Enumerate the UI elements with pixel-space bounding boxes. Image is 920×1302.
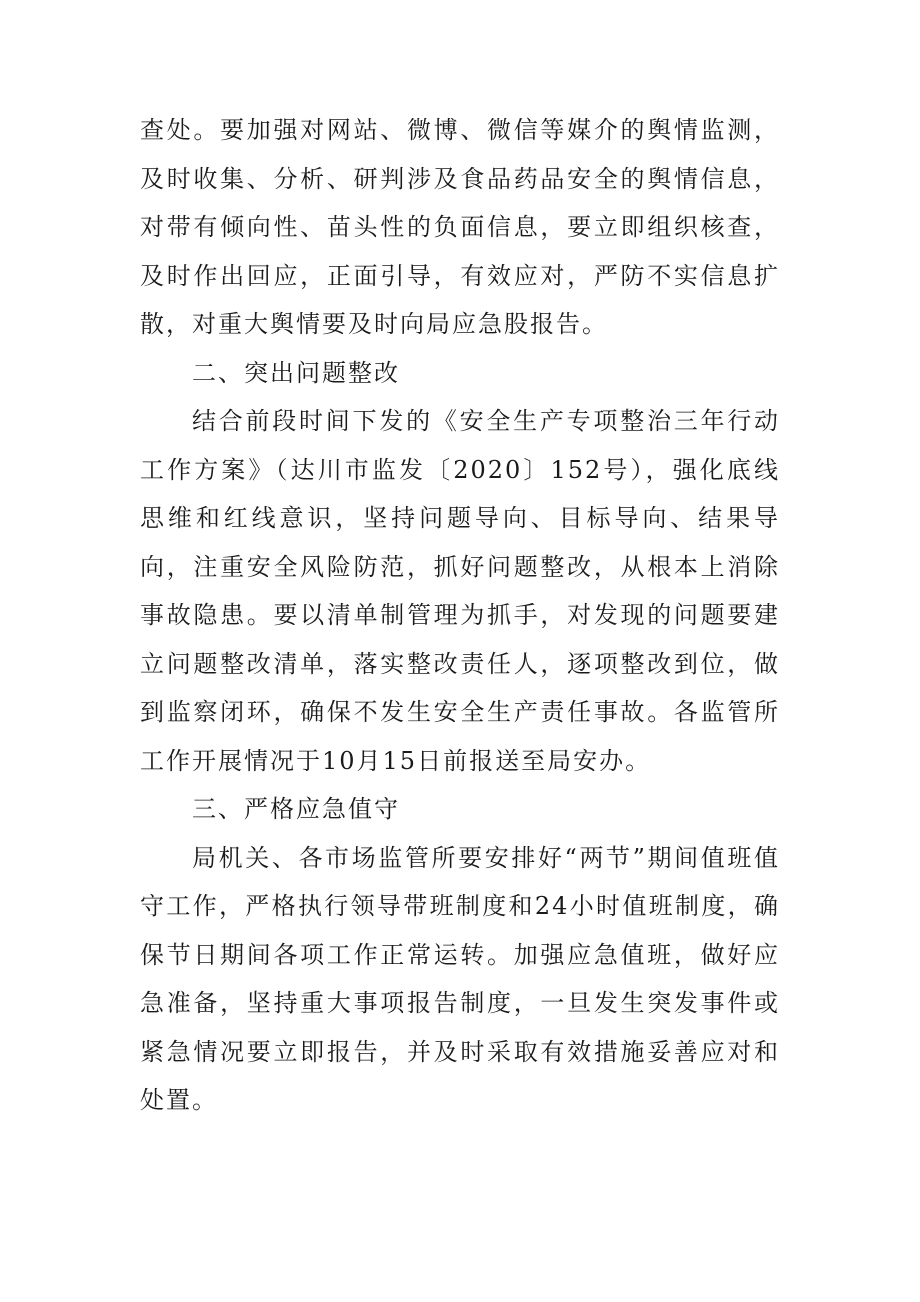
document-body <box>140 106 780 1125</box>
paragraph-section-2: 结合前段时间下发的《安全生产专项整治三年行动工作方案》（达川市监发〔2020〕152号），强化底线思维和红线意识，坚持问题导向、目标导向、结果导向，注重安全风险防范，抓好问题整改，从根本上消除事故隐患。要以清单制管理为抓手，对发现的问题要建立问题整改清单，落实整改责任人，逐项整改到位，做到监察闭环，确保不发生安全生产责任事故。各监管所工作开展情况于10月15日前报送至局安办。 <box>140 407 780 775</box>
section-heading-3: 三、严格应急值守 <box>192 795 400 823</box>
paragraph-continuation: 查处。要加强对网站、微博、微信等媒介的舆情监测，及时收集、分析、研判涉及食品药品安全的舆情信息，对带有倾向性、苗头性的负面信息，要立即组织核查，及时作出回应，正面引导，有效应对，严防不实信息扩散，对重大舆情要及时向局应急股报告。 <box>140 116 780 338</box>
section-heading-2: 二、突出问题整改 <box>192 358 400 387</box>
paragraph-section-3: 局机关、各市场监管所要安排好“两节”期间值班值守工作，严格执行领导带班制度和24小时值班制度，确保节日期间各项工作正常运转。加强应急值班，做好应急准备，坚持重大事项报告制度，一旦发生突发事件或紧急情况要立即报告，并及时采取有效措施妥善应对和处置。 <box>140 843 780 1114</box>
